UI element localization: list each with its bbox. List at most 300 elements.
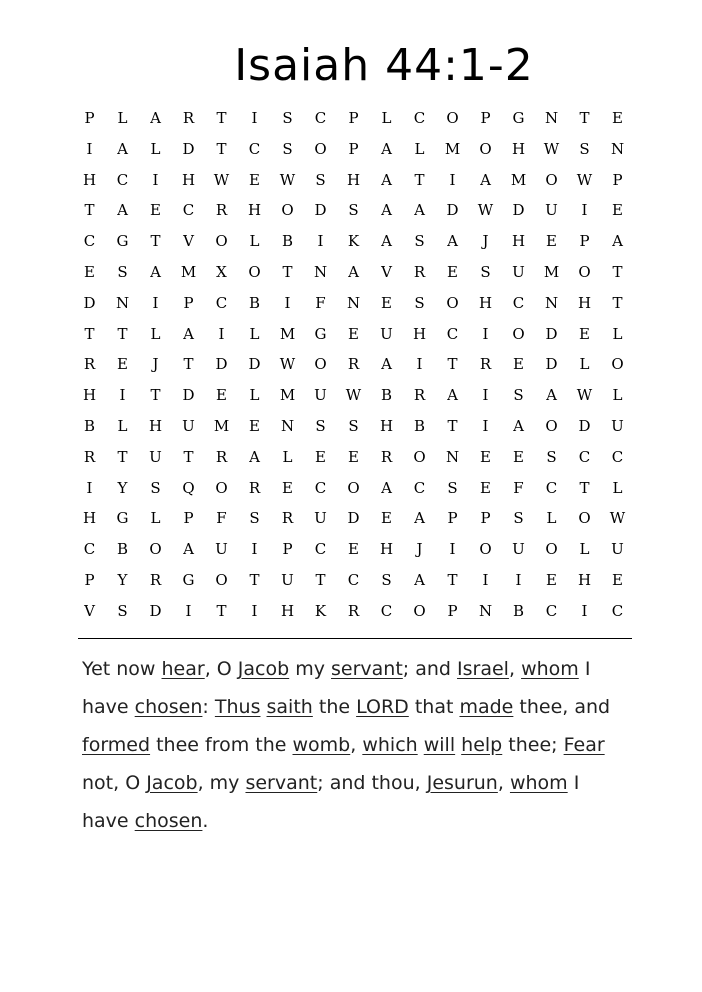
grid-letter: E [579,324,590,343]
grid-letter: B [413,416,426,435]
grid-letter: B [281,232,294,251]
grid-letter: A [447,232,458,251]
grid-letter: I [581,201,588,220]
grid-letter: E [150,201,161,220]
grid-letter: U [182,416,195,435]
grid-letter: F [513,478,524,497]
grid-letter: C [512,293,525,312]
grid-letter: O [479,540,492,559]
grid-letter: P [480,109,491,127]
verse-segment: that [408,696,460,718]
grid-letter: S [315,170,326,189]
verse-segment: the [312,696,357,718]
grid-letter: D [149,601,162,620]
grid-letter: D [545,324,558,343]
grid-letter: I [449,170,456,189]
grid-letter: C [248,139,261,158]
grid-letter: I [218,324,225,343]
grid-letter: U [611,540,624,559]
grid-letter: E [216,386,227,405]
grid-letter: S [381,570,392,589]
grid-letter: V [84,601,95,620]
grid-letter: R [380,447,393,466]
grid-letter: A [183,324,194,343]
grid-letter: L [612,478,623,497]
grid-letter: N [478,601,493,620]
search-word: Fear [563,734,605,756]
grid-letter: K [314,601,327,620]
grid-letter: G [116,509,129,528]
grid-letter: E [480,478,491,497]
grid-letter: P [348,109,359,127]
grid-letter: T [579,109,590,127]
grid-letter: W [576,170,593,189]
grid-letter: U [512,540,525,559]
grid-letter: P [480,509,491,528]
grid-letter: A [381,170,392,189]
grid-letter: O [314,355,327,374]
grid-letter: H [82,170,97,189]
grid-letter: C [116,170,129,189]
grid-letter: I [482,324,489,343]
grid-letter: Q [182,478,195,497]
verse-segment: thee; [502,734,564,756]
grid-letter: D [545,355,558,374]
grid-letter: A [513,416,524,435]
grid-letter: I [482,570,489,589]
grid-letter: S [513,509,524,528]
grid-letter: C [545,478,558,497]
grid-letter: C [545,601,558,620]
grid-letter: P [183,509,194,528]
grid-letter: I [317,232,324,251]
grid-letter: N [313,262,328,281]
grid-letter: E [315,447,326,466]
verse-segment: thee, and [513,696,611,718]
grid-letter: P [183,293,194,312]
grid-letter: D [182,386,195,405]
grid-letter: L [381,109,392,127]
grid-letter: E [117,355,128,374]
grid-letter: T [282,262,293,281]
grid-letter: S [546,447,557,466]
grid-letter: U [281,570,294,589]
grid-letter: L [150,324,161,343]
grid-letter: H [82,386,97,405]
grid-letter: H [379,540,394,559]
grid-letter: X [216,262,227,281]
search-word: servant [245,772,318,794]
grid-letter: I [86,478,93,497]
grid-letter: C [380,601,393,620]
grid-letter: L [612,324,623,343]
grid-letter: B [248,293,261,312]
grid-letter: A [249,447,260,466]
grid-letter: C [215,293,228,312]
search-word: Israel [457,658,509,680]
grid-letter: O [248,262,261,281]
grid-letter: L [282,447,293,466]
grid-letter: E [282,478,293,497]
grid-letter: T [315,570,326,589]
grid-letter: A [183,540,194,559]
grid-letter: E [249,416,260,435]
grid-letter: C [83,232,96,251]
verse-segment: I have [82,772,580,832]
grid-letter: N [544,109,559,127]
grid-letter: I [251,540,258,559]
grid-letter: N [445,447,460,466]
grid-letter: O [512,324,525,343]
grid-letter: A [381,355,392,374]
grid-letter: T [150,386,161,405]
grid-letter: E [348,540,359,559]
grid-letter: U [545,201,558,220]
grid-letter: I [284,293,291,312]
grid-letter: D [446,201,459,220]
grid-letter: T [84,324,95,343]
grid-letter: H [148,416,163,435]
grid-letter: H [511,232,526,251]
verse-segment: , my [197,772,246,794]
grid-letter: C [446,324,459,343]
grid-letter: L [579,355,590,374]
verse-segment: ; and [402,658,458,680]
grid-letter: B [116,540,129,559]
search-word: will [423,734,456,756]
grid-letter: J [416,540,423,559]
grid-letter: C [83,540,96,559]
grid-letter: I [449,540,456,559]
grid-letter: W [543,139,560,158]
grid-letter: R [347,601,360,620]
grid-letter: L [546,509,557,528]
verse-segment: I have [82,658,591,718]
grid-letter: E [612,570,623,589]
grid-letter: I [251,601,258,620]
grid-letter: B [83,416,96,435]
grid-letter: R [149,570,162,589]
grid-letter: S [348,201,359,220]
grid-letter: L [579,540,590,559]
grid-letter: F [315,293,326,312]
grid-letter: T [216,109,227,127]
grid-letter: C [611,447,624,466]
grid-letter: D [83,293,96,312]
grid-letter: H [82,509,97,528]
grid-letter: V [183,232,194,251]
grid-letter: R [248,478,261,497]
grid-letter: G [512,109,525,127]
grid-letter: S [249,509,260,528]
search-word: Jesurun [426,772,498,794]
grid-letter: P [84,109,95,127]
grid-letter: T [216,601,227,620]
grid-letter: T [84,201,95,220]
verse-segment: ; and thou, [317,772,427,794]
grid-letter: H [511,139,526,158]
grid-letter: W [576,386,593,405]
grid-letter: G [314,324,327,343]
grid-letter: E [513,355,524,374]
grid-letter: L [612,386,623,405]
grid-letter: N [115,293,130,312]
page-title: Isaiah 44:1-2 [234,40,534,91]
search-word: whom [521,658,579,680]
grid-letter: P [84,570,95,589]
grid-letter: U [215,540,228,559]
grid-letter: L [414,139,425,158]
grid-letter: O [578,262,591,281]
verse-segment: , [497,772,510,794]
grid-letter: E [513,447,524,466]
grid-letter: O [545,170,558,189]
grid-letter: I [482,386,489,405]
grid-letter: R [479,355,492,374]
grid-letter: H [247,201,262,220]
grid-letter: A [117,201,128,220]
verse-segment: my [289,658,332,680]
grid-letter: M [279,386,296,405]
grid-letter: U [314,386,327,405]
grid-letter: P [282,540,293,559]
grid-letter: K [347,232,360,251]
grid-letter: B [380,386,393,405]
grid-letter: T [447,416,458,435]
grid-letter: F [216,509,227,528]
grid-letter: O [347,478,360,497]
grid-letter: A [117,139,128,158]
grid-letter: T [117,447,128,466]
grid-letter: S [282,139,293,158]
search-word: saith [266,696,313,718]
grid-letter: R [83,355,96,374]
grid-letter: D [182,139,195,158]
grid-letter: I [581,601,588,620]
grid-letter: A [381,139,392,158]
grid-letter: A [150,109,161,127]
grid-letter: T [150,232,161,251]
verse-segment: : [202,696,215,718]
grid-letter: C [413,109,426,127]
grid-letter: L [117,416,128,435]
grid-letter: A [414,570,425,589]
search-word: Jacob [146,772,198,794]
grid-letter: M [180,262,197,281]
grid-letter: T [579,478,590,497]
grid-letter: O [479,139,492,158]
grid-letter: E [447,262,458,281]
grid-letter: I [515,570,522,589]
grid-letter: O [545,416,558,435]
verse-segment: , [508,658,522,680]
grid-letter: O [215,570,228,589]
grid-letter: H [478,293,493,312]
grid-letter: T [183,355,194,374]
grid-letter: N [346,293,361,312]
search-word: chosen [134,696,203,718]
grid-letter: T [249,570,260,589]
grid-letter: U [314,509,327,528]
grid-letter: A [381,232,392,251]
grid-letter: M [279,324,296,343]
grid-letter: O [413,601,426,620]
grid-letter: M [510,170,527,189]
grid-letter: S [315,416,326,435]
grid-letter: U [149,447,162,466]
grid-letter: A [150,262,161,281]
word-search-grid [73,103,634,627]
grid-letter: T [414,170,425,189]
grid-letter: G [182,570,195,589]
grid-letter: O [446,109,459,127]
grid-letter: N [610,139,625,158]
grid-letter: C [611,601,624,620]
divider [78,638,632,639]
grid-letter: O [149,540,162,559]
grid-letter: W [345,386,362,405]
grid-letter: S [414,232,425,251]
grid-letter: R [413,386,426,405]
grid-letter: H [181,170,196,189]
grid-letter: E [546,570,557,589]
grid-letter: E [348,447,359,466]
search-word: servant [331,658,403,680]
grid-letter: I [251,109,258,127]
grid-letter: S [117,262,128,281]
grid-letter: M [213,416,230,435]
grid-letter: W [213,170,230,189]
grid-letter: D [248,355,261,374]
grid-letter: D [314,201,327,220]
grid-letter: O [413,447,426,466]
grid-letter: E [381,509,392,528]
grid-letter: S [480,262,491,281]
grid-letter: S [447,478,458,497]
grid-letter: O [578,509,591,528]
grid-letter: I [119,386,126,405]
grid-letter: W [279,170,296,189]
grid-letter: U [611,416,624,435]
grid-letter: L [117,109,128,127]
grid-letter: T [612,262,623,281]
grid-letter: T [216,139,227,158]
grid-letter: R [413,262,426,281]
grid-letter: E [381,293,392,312]
grid-letter: H [346,170,361,189]
grid-letter: O [215,232,228,251]
grid-letter: E [612,201,623,220]
grid-letter: A [381,478,392,497]
grid-letter: E [480,447,491,466]
grid-letter: C [314,478,327,497]
grid-letter: M [543,262,560,281]
grid-letter: D [347,509,360,528]
grid-letter: S [282,109,293,127]
search-word: Jacob [237,658,290,680]
grid-letter: U [512,262,525,281]
grid-letter: D [578,416,591,435]
search-word: which [362,734,418,756]
grid-letter: I [185,601,192,620]
grid-letter: T [117,324,128,343]
grid-letter: M [444,139,461,158]
grid-letter: E [249,170,260,189]
grid-letter: P [447,509,458,528]
grid-letter: R [347,355,360,374]
grid-letter: E [84,262,95,281]
grid-letter: J [152,355,159,374]
grid-letter: A [546,386,557,405]
grid-letter: E [612,109,623,127]
grid-letter: C [578,447,591,466]
grid-letter: D [215,355,228,374]
grid-letter: W [279,355,296,374]
verse-segment: , [350,734,363,756]
grid-letter: U [380,324,393,343]
verse-segment: , O [204,658,238,680]
grid-letter: H [577,570,592,589]
grid-letter: L [249,232,260,251]
grid-letter: P [579,232,590,251]
grid-letter: W [609,509,626,528]
verse-segment: not, O [82,772,147,794]
grid-letter: C [413,478,426,497]
search-word: made [459,696,514,718]
search-word: formed [82,734,151,756]
grid-letter: I [152,170,159,189]
grid-letter: E [546,232,557,251]
grid-letter: H [412,324,427,343]
grid-letter: A [381,201,392,220]
grid-letter: R [215,447,228,466]
grid-letter: O [611,355,624,374]
grid-letter: I [416,355,423,374]
grid-letter: S [150,478,161,497]
grid-letter: T [183,447,194,466]
grid-letter: N [544,293,559,312]
grid-letter: D [512,201,525,220]
search-word: womb [292,734,351,756]
grid-letter: N [280,416,295,435]
grid-letter: A [414,201,425,220]
grid-letter: S [348,416,359,435]
verse-text [82,650,622,840]
grid-letter: T [447,570,458,589]
grid-letter: S [513,386,524,405]
grid-letter: A [480,170,491,189]
grid-letter: O [281,201,294,220]
grid-letter: S [117,601,128,620]
grid-letter: O [314,139,327,158]
grid-letter: G [116,232,129,251]
grid-letter: S [579,139,590,158]
grid-letter: C [314,109,327,127]
grid-letter: O [545,540,558,559]
grid-letter: R [215,201,228,220]
grid-letter: H [379,416,394,435]
grid-letter: A [348,262,359,281]
grid-letter: T [612,293,623,312]
grid-letter: P [612,170,623,189]
grid-letter: L [249,386,260,405]
grid-letter: A [414,509,425,528]
grid-letter: O [215,478,228,497]
search-word: LORD [356,696,409,718]
grid-letter: V [381,262,392,281]
grid-letter: E [348,324,359,343]
grid-letter: W [477,201,494,220]
